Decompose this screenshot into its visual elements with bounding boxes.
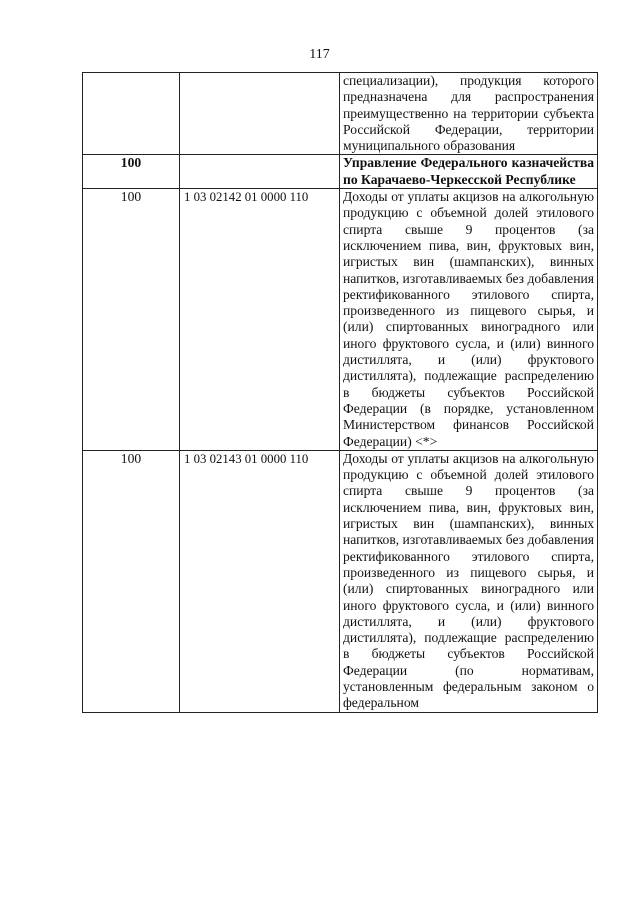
revenue-code-cell [180, 155, 340, 189]
revenue-table [82, 72, 598, 713]
table-row [83, 73, 598, 155]
administrator-name-cell: Управление Федерального казначейства по Карачаево-Черкесской Республике [340, 155, 598, 189]
revenue-code-cell [180, 73, 340, 155]
revenue-code-cell: 1 03 02142 01 0000 110 [180, 189, 340, 451]
table-row [83, 189, 598, 451]
admin-code-cell: 100 [83, 189, 180, 451]
table-row [83, 155, 598, 189]
admin-code-cell: 100 [83, 450, 180, 712]
revenue-name-cell: Доходы от уплаты акцизов на алкогольную продукцию с объемной долей этилового спирта свыше 9 процентов (за исключением пива, вин, фруктовых вин, игристых вин (шампанских), винных напитков, изготавливаемых без добавления ректификованного этилового спирта, произведенного из пищевого сырья, и (или) спиртованных виноградного или иного фруктового сусла, и (или) винного дистиллята, и (или) фруктового дистиллята), подлежащие распределению в бюджеты субъектов Российской Федерации (в порядке, установленном Министерством финансов Российской Федерации) <*> [340, 189, 598, 451]
admin-code-cell [83, 73, 180, 155]
admin-code-cell: 100 [83, 155, 180, 189]
revenue-code-cell: 1 03 02143 01 0000 110 [180, 450, 340, 712]
table-row [83, 450, 598, 712]
page-number: 117 [309, 47, 330, 62]
revenue-name-cell: Доходы от уплаты акцизов на алкогольную продукцию с объемной долей этилового спирта свыше 9 процентов (за исключением пива, вин, фруктовых вин, игристых вин (шампанских), винных напитков, изготавливаемых без добавления ректификованного этилового спирта, произведенного из пищевого сырья, и (или) спиртованных виноградного или иного фруктового сусла, и (или) винного дистиллята, и (или) фруктового дистиллята), подлежащие распределению в бюджеты субъектов Российской Федерации (по нормативам, установленным федеральным законом о федеральном [340, 450, 598, 712]
revenue-name-cell: специализации), продукция которого предназначена для распространения преимущественно на территории субъекта Российской Федерации, территории муниципального образования [340, 73, 598, 155]
